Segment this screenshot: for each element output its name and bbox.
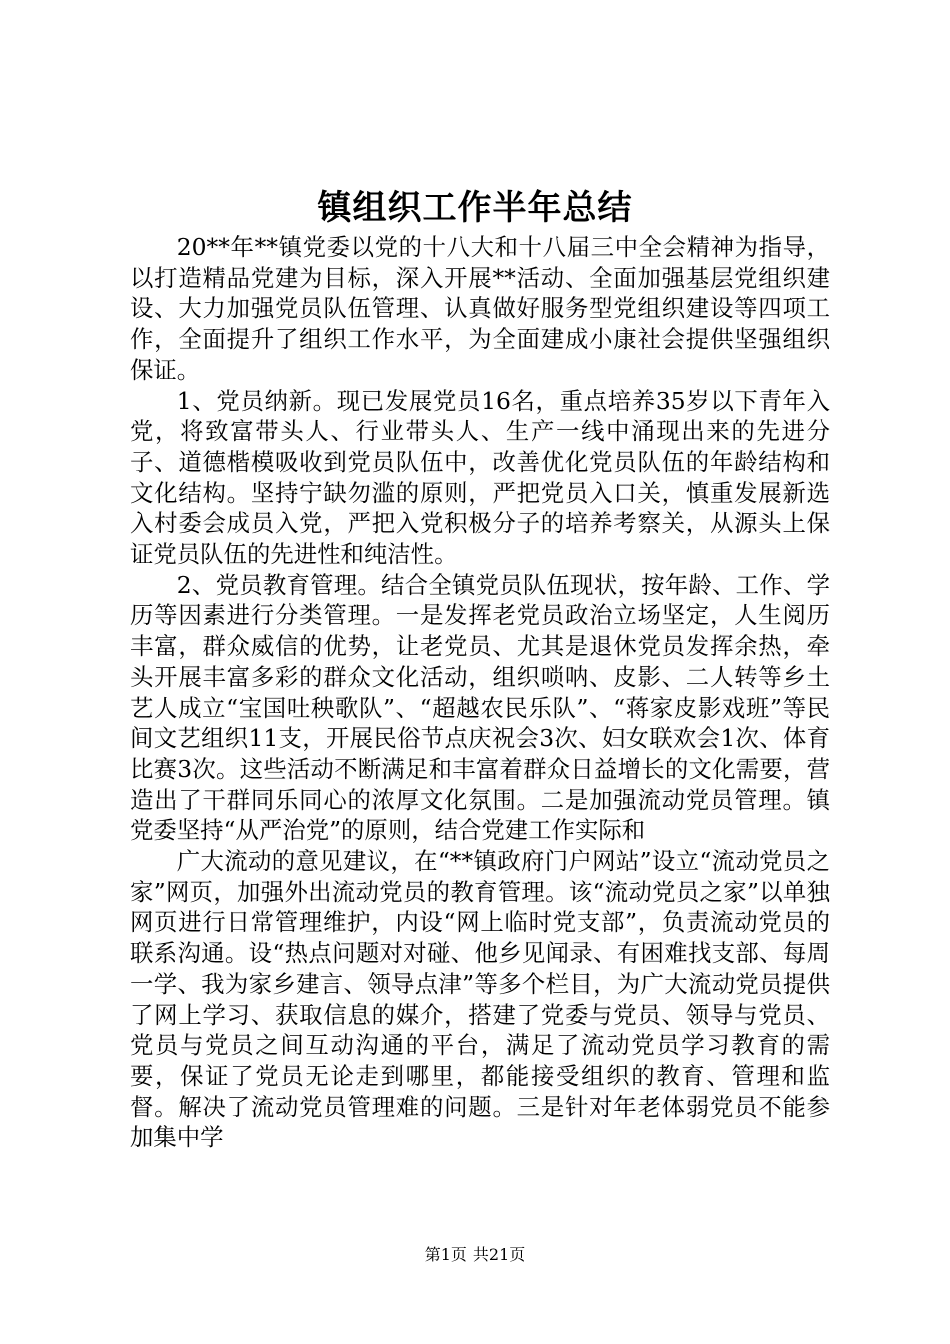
- body-paragraph-member-education: 2、党员教育管理。结合全镇党员队伍现状，按年龄、工作、学历等因素进行分类管理。一是发挥老党员政治立场坚定，人生阅历丰富，群众威信的优势，让老党员、尤其是退休党员发挥余热，牵头开展丰富多彩的群众文化活动，组织唢呐、皮影、二人转等乡土艺人成立“宝国吐秧歌队”、“超越农民乐队”、“蒋家皮影戏班”等民间文艺组织11支，开展民俗节点庆祝会3次、妇女联欢会1次、体育比赛3次。这些活动不断满足和丰富着群众日益增长的文化需要，营造出了干群同乐同心的浓厚文化氛围。二是加强流动党员管理。镇党委坚持“从严治党”的原则，结合党建工作实际和: [130, 570, 830, 845]
- page-footer: [0, 1243, 950, 1267]
- page-total: 共21页: [472, 1245, 526, 1264]
- document-body: [130, 232, 830, 1153]
- body-paragraph-intro: 20**年**镇党委以党的十八大和十八届三中全会精神为指导，以打造精品党建为目标，深入开展**活动、全面加强基层党组织建设、大力加强党员队伍管理、认真做好服务型党组织建设等四项工作，全面提升了组织工作水平，为全面建成小康社会提供坚强组织保证。: [130, 233, 830, 384]
- document-title: 镇组织工作半年总结: [317, 188, 633, 228]
- page-number: 第1页: [424, 1245, 467, 1264]
- body-paragraph-mobile-members: 广大流动的意见建议，在“**镇政府门户网站”设立“流动党员之家”网页，加强外出流动党员的教育管理。该“流动党员之家”以单独网页进行日常管理维护，内设“网上临时党支部”，负责流动党员的联系沟通。设“热点问题对对碰、他乡见闻录、有困难找支部、每周一学、我为家乡建言、领导点津”等多个栏目，为广大流动党员提供了网上学习、获取信息的媒介，搭建了党委与党员、领导与党员、党员与党员之间互动沟通的平台，满足了流动党员学习教育的需要，保证了党员无论走到哪里，都能接受组织的教育、管理和监督。解决了流动党员管理难的问题。三是针对年老体弱党员不能参加集中学: [130, 847, 830, 1152]
- body-paragraph-member-recruitment: 1、党员纳新。现已发展党员16名，重点培养35岁以下青年入党，将致富带头人、行业带头人、生产一线中涌现出来的先进分子、道德楷模吸收到党员队伍中，改善优化党员队伍的年龄结构和文化结构。坚持宁缺勿滥的原则，严把党员入口关，慎重发展新选入村委会成员入党，严把入党积极分子的培养考察关，从源头上保证党员队伍的先进性和纯洁性。: [130, 386, 830, 569]
